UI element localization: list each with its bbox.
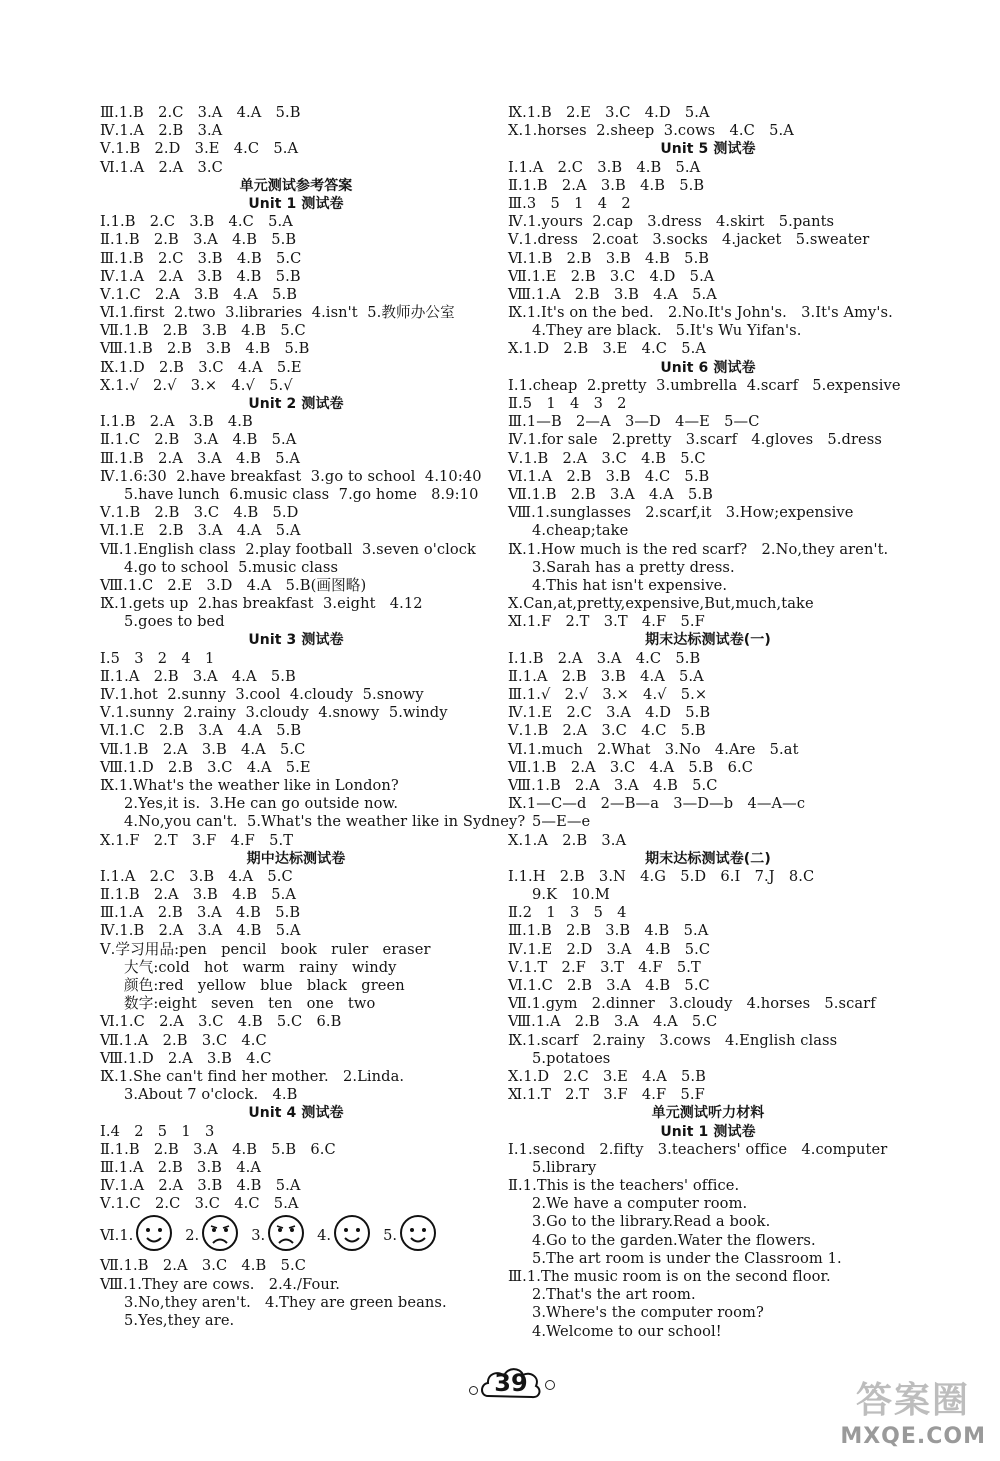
answer-line: Ⅸ.1—C—d 2—B—a 3—D—b 4—A—c <box>508 795 806 813</box>
answer-line: 3.About 7 o'clock. 4.B <box>124 1086 298 1104</box>
answer-line: Ⅰ.1.B 2.A 3.A 4.C 5.B <box>508 649 701 667</box>
answer-line: Ⅸ.1.D 2.B 3.C 4.A 5.E <box>100 358 302 376</box>
answer-line: Ⅳ.1.A 2.B 3.A <box>100 122 223 140</box>
page-number-badge <box>478 1362 544 1404</box>
answer-line: 4.This hat isn't expensive. <box>532 576 728 594</box>
answer-line: 5—E—e <box>532 813 591 831</box>
face-answer-number: 5. <box>383 1226 398 1244</box>
answer-line: Ⅹ.1.horses 2.sheep 3.cows 4.C 5.A <box>508 122 794 140</box>
answer-line: Ⅵ.1.B 2.B 3.B 4.B 5.B <box>508 249 710 267</box>
answer-line: Ⅸ.1.How much is the red scarf? 2.No,they aren't. <box>508 540 889 558</box>
answer-line: Ⅴ.1.B 2.A 3.C 4.B 5.C <box>508 449 706 467</box>
answer-line: 2.Yes,it is. 3.He can go outside now. <box>124 795 399 813</box>
answer-line: 5.Yes,they are. <box>124 1312 235 1329</box>
answer-line: Ⅰ.1.H 2.B 3.N 4.G 5.D 6.I 7.J 8.C <box>508 867 815 885</box>
answer-line: 2.We have a computer room. <box>532 1195 748 1213</box>
answer-line: Ⅶ.1.B 2.A 3.B 4.A 5.C <box>100 740 306 758</box>
answer-line: 4.cheap;take <box>532 522 629 540</box>
answer-line: 4.No,you can't. 5.What's the weather like in Sydney? <box>124 813 526 831</box>
answer-line: 9.K 10.M <box>532 886 610 904</box>
answer-line: 5.library <box>532 1158 597 1176</box>
answer-line: Ⅷ.1.B 2.A 3.A 4.B 5.C <box>508 776 718 794</box>
happy-face-icon <box>135 1214 173 1256</box>
answer-line: Ⅳ.1.yours 2.cap 3.dress 4.skirt 5.pants <box>508 213 835 231</box>
section-heading: Unit 3 测试卷 <box>248 632 344 649</box>
answer-line: Ⅹ.1.D 2.B 3.E 4.C 5.A <box>508 340 706 358</box>
answer-line: Ⅱ.1.B 2.A 3.B 4.B 5.B <box>508 176 705 194</box>
face-answer <box>251 1214 307 1256</box>
page-number: 39 <box>494 1369 528 1397</box>
answer-line: Ⅲ.3 5 1 4 2 <box>508 194 631 212</box>
answer-line: Ⅵ.1.much 2.What 3.No 4.Are 5.at <box>508 740 799 758</box>
sad-face-icon <box>267 1214 305 1256</box>
answer-line: Ⅴ.1.B 2.B 3.C 4.B 5.D <box>100 504 299 522</box>
answer-line: Ⅱ.1.A 2.B 3.A 4.A 5.B <box>100 667 296 685</box>
answer-line: Ⅺ.1.F 2.T 3.T 4.F 5.F <box>508 613 705 631</box>
answer-line: Ⅶ.1.gym 2.dinner 3.cloudy 4.horses 5.scarf <box>508 995 876 1013</box>
answer-line: 数字:eight seven ten one two <box>124 995 376 1013</box>
answer-line: 5.The art room is under the Classroom 1. <box>532 1249 842 1267</box>
section-heading: Unit 6 测试卷 <box>660 359 756 376</box>
section-heading: 期末达标测试卷(二) <box>645 850 771 867</box>
answer-line: Ⅹ.1.D 2.C 3.E 4.A 5.B <box>508 1067 706 1085</box>
answer-line: Ⅳ.1.A 2.A 3.B 4.B 5.A <box>100 1177 301 1195</box>
answer-line: Ⅸ.1.What's the weather like in London? <box>100 776 399 794</box>
answer-line: 3.Where's the computer room? <box>532 1304 764 1322</box>
section-heading: Unit 1 测试卷 <box>248 195 344 212</box>
answer-line: 3.Go to the library.Read a book. <box>532 1213 771 1231</box>
answer-line: Ⅳ.1.A 2.A 3.B 4.B 5.B <box>100 267 301 285</box>
answer-line: Ⅳ.1.6:30 2.have breakfast 3.go to school 4.10:40 <box>100 467 482 485</box>
answer-line: Ⅹ.Can,at,pretty,expensive,But,much,take <box>508 595 814 613</box>
answer-line: Ⅷ.1.D 2.B 3.C 4.A 5.E <box>100 758 311 776</box>
answer-line: Ⅱ.5 1 4 3 2 <box>508 395 627 412</box>
answer-line: Ⅳ.1.for sale 2.pretty 3.scarf 4.gloves 5.dress <box>508 431 882 449</box>
answer-line: Ⅷ.1.sunglasses 2.scarf,it 3.How;expensive <box>508 504 854 522</box>
faces-answer-row <box>100 1213 492 1257</box>
sad-face-icon <box>201 1214 239 1256</box>
answer-line: Ⅷ.1.They are cows. 2.4./Four. <box>100 1275 341 1293</box>
answer-line: Ⅶ.1.English class 2.play football 3.seven o'clock <box>100 540 476 558</box>
answer-line: 4.Welcome to our school! <box>532 1322 722 1340</box>
answer-line: Ⅸ.1.It's on the bed. 2.No.It's John's. 3.It's Amy's. <box>508 304 893 322</box>
answer-line: Ⅰ.1.B 2.C 3.B 4.C 5.A <box>100 213 293 231</box>
watermark-cn: 答案圈 <box>855 1380 970 1421</box>
answer-line: Ⅰ.4 2 5 1 3 <box>100 1122 215 1140</box>
answer-line: Ⅶ.1.B 2.B 3.A 4.A 5.B <box>508 485 713 503</box>
answer-line: Ⅵ.1.E 2.B 3.A 4.A 5.A <box>100 522 301 540</box>
section-heading: 期末达标测试卷(一) <box>645 632 771 649</box>
answer-line: Ⅲ.1—B 2—A 3—D 4—E 5—C <box>508 413 760 431</box>
answer-line: Ⅴ.1.C 2.A 3.B 4.A 5.B <box>100 285 298 303</box>
answer-line: 4.go to school 5.music class <box>124 558 339 576</box>
answer-line: Ⅸ.1.scarf 2.rainy 3.cows 4.English class <box>508 1031 838 1049</box>
answer-line: Ⅱ.1.B 2.B 3.A 4.B 5.B <box>100 231 297 249</box>
answer-line: Ⅸ.1.gets up 2.has breakfast 3.eight 4.12 <box>100 595 423 613</box>
answer-line: Ⅲ.1.B 2.C 3.A 4.A 5.B <box>100 104 301 121</box>
answer-line: Ⅱ.1.A 2.B 3.B 4.A 5.A <box>508 667 704 685</box>
face-answer-number: 3. <box>251 1226 266 1244</box>
answer-line: Ⅷ.1.C 2.E 3.D 4.A 5.B(画图略) <box>100 576 367 594</box>
answer-line: Ⅲ.1.B 2.C 3.B 4.B 5.C <box>100 249 302 267</box>
answer-line: Ⅱ.1.C 2.B 3.A 4.B 5.A <box>100 431 297 449</box>
decor-dot <box>469 1386 478 1395</box>
answer-line: Ⅰ.1.A 2.C 3.B 4.B 5.A <box>508 158 701 176</box>
answer-line: Ⅶ.1.B 2.B 3.B 4.B 5.C <box>100 322 306 340</box>
answer-line: Ⅳ.1.hot 2.sunny 3.cool 4.cloudy 5.snowy <box>100 686 424 703</box>
answer-line: Ⅲ.1.√ 2.√ 3.× 4.√ 5.× <box>508 686 708 703</box>
section-heading: Unit 1 测试卷 <box>660 1123 756 1140</box>
answer-line: Ⅵ.1.C 2.B 3.A 4.B 5.C <box>508 977 710 994</box>
answer-line: Ⅲ.1.B 2.B 3.B 4.B 5.A <box>508 922 709 940</box>
answer-line: Ⅴ.1.sunny 2.rainy 3.cloudy 4.snowy 5.windy <box>100 704 448 722</box>
answer-line: 5.have lunch 6.music class 7.go home 8.9:10 <box>124 485 479 503</box>
answer-line: Ⅴ.1.B 2.D 3.E 4.C 5.A <box>100 140 299 158</box>
answer-line: Ⅲ.1.The music room is on the second floor. <box>508 1268 831 1285</box>
answer-line: Ⅶ.1.B 2.A 3.C 4.B 5.C <box>100 1257 306 1275</box>
watermark-en: MXQE.COM <box>840 1424 986 1449</box>
answer-line: Ⅲ.1.A 2.B 3.B 4.A <box>100 1158 261 1176</box>
face-answer <box>383 1214 439 1256</box>
answer-line: Ⅳ.1.E 2.C 3.A 4.D 5.B <box>508 704 711 722</box>
decor-dot <box>545 1380 555 1390</box>
answer-line: Ⅷ.1.D 2.A 3.B 4.C <box>100 1049 272 1067</box>
right-answer-column <box>508 104 908 1341</box>
answer-line: Ⅹ.1.√ 2.√ 3.× 4.√ 5.√ <box>100 376 293 394</box>
answer-line: Ⅲ.1.B 2.A 3.A 4.B 5.A <box>100 449 300 467</box>
answer-line: Ⅹ.1.A 2.B 3.A <box>508 831 627 849</box>
section-heading: Unit 4 测试卷 <box>248 1105 344 1122</box>
left-answer-column <box>100 104 526 1330</box>
answer-line: Ⅸ.1.B 2.E 3.C 4.D 5.A <box>508 104 710 121</box>
face-answer <box>317 1214 373 1256</box>
answer-line: Ⅳ.1.B 2.A 3.A 4.B 5.A <box>100 922 301 940</box>
face-answer-number: 2. <box>185 1226 200 1244</box>
face-answer-number: 1. <box>119 1226 134 1244</box>
answer-line: 颜色:red yellow blue black green <box>124 977 405 994</box>
answer-line: 4.They are black. 5.It's Wu Yifan's. <box>532 322 802 340</box>
answer-line: Ⅸ.1.She can't find her mother. 2.Linda. <box>100 1067 405 1085</box>
answer-line: Ⅺ.1.T 2.T 3.F 4.F 5.F <box>508 1086 705 1104</box>
answer-line: Ⅴ.学习用品:pen pencil book ruler eraser <box>100 940 431 958</box>
answer-line: Ⅰ.1.A 2.C 3.B 4.A 5.C <box>100 867 293 885</box>
answer-line: Ⅴ.1.T 2.F 3.T 4.F 5.T <box>508 958 701 976</box>
answer-line: Ⅶ.1.B 2.A 3.C 4.A 5.B 6.C <box>508 758 753 776</box>
face-answer <box>119 1214 175 1256</box>
answer-line: 4.Go to the garden.Water the flowers. <box>532 1231 816 1249</box>
answer-line: Ⅴ.1.C 2.C 3.C 4.C 5.A <box>100 1195 299 1213</box>
answer-line: Ⅳ.1.E 2.D 3.A 4.B 5.C <box>508 940 711 958</box>
answer-line: 3.Sarah has a pretty dress. <box>532 558 735 576</box>
answer-line: 5.goes to bed <box>124 613 225 631</box>
answer-line: Ⅵ.1.C 2.B 3.A 4.A 5.B <box>100 722 302 740</box>
answer-line: Ⅰ.1.second 2.fifty 3.teachers' office 4.computer <box>508 1140 888 1158</box>
answer-line: Ⅱ.2 1 3 5 4 <box>508 904 627 922</box>
answer-line: Ⅷ.1.A 2.B 3.A 4.A 5.C <box>508 1013 718 1031</box>
answer-line: 大气:cold hot warm rainy windy <box>124 958 397 976</box>
answer-line: Ⅰ.1.cheap 2.pretty 3.umbrella 4.scarf 5.expensive <box>508 376 901 394</box>
answer-line: Ⅵ.1.A 2.A 3.C <box>100 158 223 176</box>
happy-face-icon <box>399 1214 437 1256</box>
section-heading: Unit 5 测试卷 <box>660 141 756 158</box>
answer-line: 3.No,they aren't. 4.They are green beans. <box>124 1293 447 1311</box>
answer-line: Ⅷ.1.B 2.B 3.B 4.B 5.B <box>100 340 310 358</box>
face-answer-number: 4. <box>317 1226 332 1244</box>
answer-line: Ⅶ.1.A 2.B 3.C 4.C <box>100 1031 267 1049</box>
answer-line: Ⅱ.1.This is the teachers' office. <box>508 1177 740 1195</box>
answer-line: 5.potatoes <box>532 1049 611 1067</box>
section-heading: 单元测试听力材料 <box>651 1105 765 1122</box>
answer-line: 2.That's the art room. <box>532 1286 696 1304</box>
section-heading: Unit 2 测试卷 <box>248 396 344 412</box>
answer-line: Ⅴ.1.dress 2.coat 3.socks 4.jacket 5.sweater <box>508 231 870 249</box>
answer-line: Ⅰ.5 3 2 4 1 <box>100 649 215 667</box>
answer-line: Ⅴ.1.B 2.A 3.C 4.C 5.B <box>508 722 706 740</box>
answer-line: Ⅰ.1.B 2.A 3.B 4.B <box>100 413 253 431</box>
answer-line: Ⅶ.1.E 2.B 3.C 4.D 5.A <box>508 267 715 285</box>
section-heading: 单元测试参考答案 <box>239 177 353 194</box>
answer-line: Ⅱ.1.B 2.B 3.A 4.B 5.B 6.C <box>100 1140 336 1158</box>
answer-line: Ⅵ.1.C 2.A 3.C 4.B 5.C 6.B <box>100 1013 342 1031</box>
answer-line: Ⅷ.1.A 2.B 3.B 4.A 5.A <box>508 285 717 303</box>
faces-row-label: Ⅵ. <box>100 1226 120 1244</box>
answer-line: Ⅵ.1.A 2.B 3.B 4.C 5.B <box>508 467 710 485</box>
section-heading: 期中达标测试卷 <box>246 850 346 867</box>
answer-line: Ⅹ.1.F 2.T 3.F 4.F 5.T <box>100 831 294 849</box>
answer-line: Ⅵ.1.first 2.two 3.libraries 4.isn't 5.教师办公室 <box>100 304 455 322</box>
happy-face-icon <box>333 1214 371 1256</box>
face-answer <box>185 1214 241 1256</box>
answer-line: Ⅲ.1.A 2.B 3.A 4.B 5.B <box>100 904 301 922</box>
answer-line: Ⅱ.1.B 2.A 3.B 4.B 5.A <box>100 886 296 904</box>
